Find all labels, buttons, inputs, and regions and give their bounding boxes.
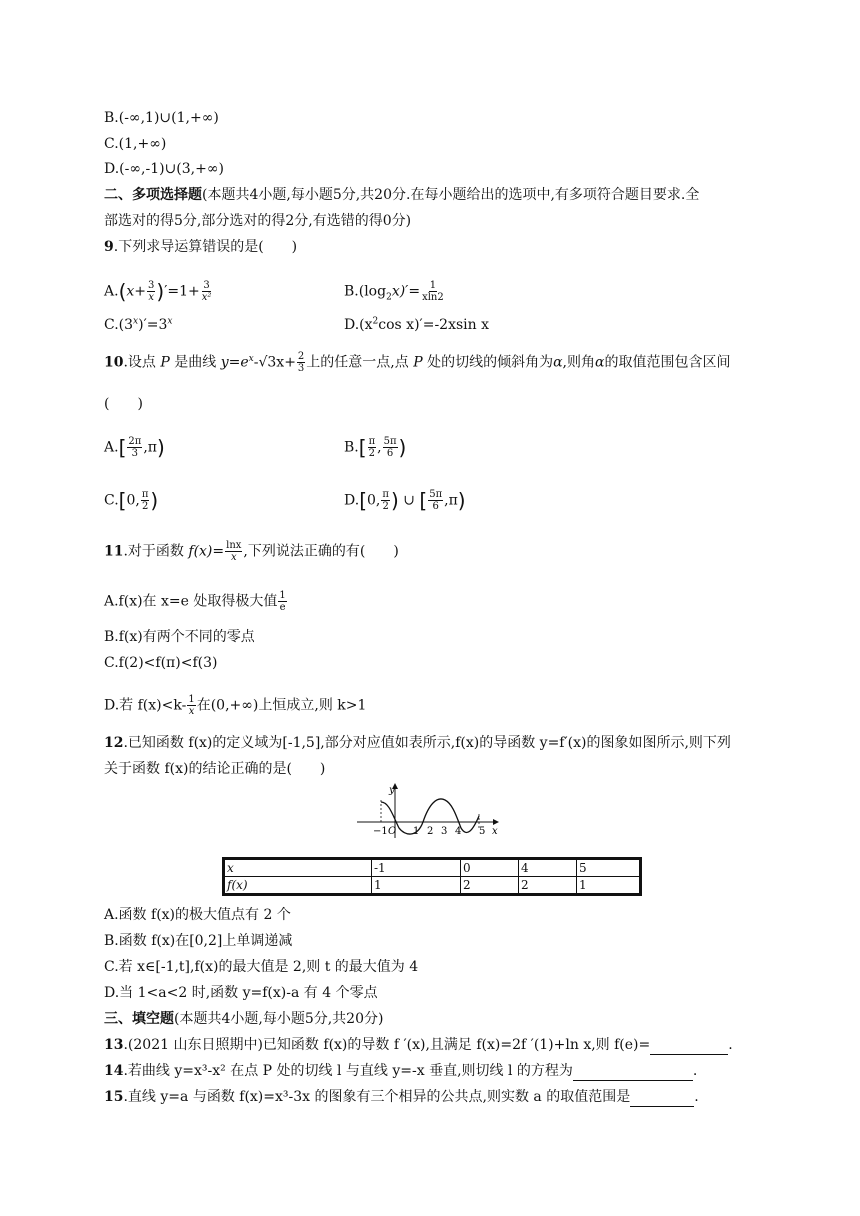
value-table <box>222 857 642 896</box>
section2-note-1: (本题共4小题,每小题5分,共20分.在每小题给出的选项中,有多项符合题目要求.全 <box>202 187 700 203</box>
q10-stem: 10.设点 P 是曲线 $y=e^x-√3x+$ $\frac{2}{3}$ 上的任意一点,点 P 处的切线的倾斜角为α,则角α的取值范围包含区间 <box>104 351 731 374</box>
q11-stem-frac: $\frac{\ln x}{x}$ <box>226 540 242 563</box>
x-axis-label: x <box>492 826 498 837</box>
q12-option-b: B.函数 f(x)在[0,2]上单调递减 <box>104 933 293 949</box>
q9-option-a: A.(x+ $\frac{3}{x}$ )′=1+ $\frac{3}{\text{x²}}$ $B.(\log_2x)'=$ $\frac{1}{xln2}$ <box>104 279 444 304</box>
q12-option-d: D.当 1<a<2 时,函数 y=f(x)-a 有 4 个零点 <box>104 985 378 1001</box>
q8-option-c: C.(1,+∞) <box>104 136 167 152</box>
q14-answer-blank[interactable] <box>573 1064 693 1081</box>
tick-label-3: 3 <box>441 826 448 837</box>
tick-label-1: 1 <box>413 826 420 837</box>
section2-title: 二、多项选择题 <box>104 187 202 203</box>
q15-answer-blank[interactable] <box>630 1090 694 1107</box>
q11-number: 11 <box>104 543 124 560</box>
q9-a-frac2: $\frac{3}{\text{x²}}$ <box>201 280 212 303</box>
q15-text: .直线 y=a 与函数 f(x)=x³-3x 的图象有三个相异的公共点,则实数 a 的取值范围是 <box>123 1089 631 1105</box>
q8-option-d: D.(-∞,-1)∪(3,+∞) <box>104 161 224 177</box>
table-cell: -1 <box>372 859 461 877</box>
tick-label-origin: O <box>388 826 397 837</box>
q8-option-b: B.(-∞,1)∪(1,+∞) <box>104 110 219 126</box>
q10-number: 10 <box>104 354 124 371</box>
q12-option-a: A.函数 f(x)的极大值点有 2 个 <box>104 907 291 923</box>
q9-option-b: $B.(\log_2x)'=$ $\frac{1}{xln2}$ <box>344 280 444 303</box>
table-cell: 2 <box>461 877 519 895</box>
tick-label-2: 2 <box>427 826 434 837</box>
y-axis-label: y <box>389 785 395 796</box>
q11-option-b: B.f(x)有两个不同的零点 <box>104 629 255 645</box>
table-cell: 1 <box>372 877 461 895</box>
q9-number: 9 <box>104 239 114 255</box>
q10-option-d: D.[0, $\frac{\pi}{2}$ ) ∪ [ $\frac{5\pi}{6}$ ,π) <box>344 488 466 513</box>
tick-label-5: 5 <box>479 826 486 837</box>
table-cell: 2 <box>519 877 577 895</box>
q10-stem-frac: $\frac{2}{3}$ <box>297 351 305 374</box>
q10-option-b: B.[ $\frac{\pi}{2}$ , $\frac{5\pi}{6}$ ) <box>344 435 407 460</box>
table-cell: 1 <box>577 877 641 895</box>
table-cell: 0 <box>461 859 519 877</box>
q12-option-c: C.若 x∈[-1,t],f(x)的最大值是 2,则 t 的最大值为 4 <box>104 959 419 975</box>
section3-heading <box>104 1009 383 1029</box>
q15: 15.直线 y=a 与函数 f(x)=x³-3x 的图象有三个相异的公共点,则实数 a 的取值范围是 . <box>104 1089 699 1105</box>
derivative-graph <box>355 778 505 840</box>
table-cell: 5 <box>577 859 641 877</box>
q9-stem-text: .下列求导运算错误的是( ) <box>113 239 298 255</box>
q14-text: .若曲线 y=x³-x² 在点 P 处的切线 l 与直线 y=-x 垂直,则切线 l 的方程为 <box>123 1063 573 1079</box>
q11-option-d: D.若 f(x)<k- $\frac{1}{x}$ 在(0,+∞)上恒成立,则 k>1 <box>104 694 367 717</box>
q9-a-frac1: $\frac{3}{x}$ <box>148 280 155 303</box>
section2-heading <box>104 185 699 205</box>
q13-number: 13 <box>104 1037 124 1053</box>
q10-option-a: A.[ $\frac{2\pi}{3}$ ,π) B.[ $\frac{\pi}{2}$ , $\frac{5\pi}{6}$ ) <box>104 435 407 460</box>
q14-number: 14 <box>104 1063 124 1079</box>
section3-title: 三、填空题 <box>104 1011 174 1027</box>
section3-note: (本题共4小题,每小题5分,共20分) <box>174 1011 384 1027</box>
q11-option-a: A.f(x)在 x=e 处取得极大值 $\frac{1}{e}$ <box>104 590 286 613</box>
q9-option-d: $D.(x^2\cos$ x)′=-2xsin x <box>344 316 490 333</box>
q10-option-c: C.[0, $\frac{\pi}{2}$ ) D.[0, $\frac{\pi}{2}$ ) ∪ [ $\frac{5\pi}{6}$ ,π) <box>104 488 466 513</box>
section2-note-2: 部选对的得5分,部分选对的得2分,有选错的得0分) <box>104 213 412 229</box>
q9-stem <box>104 237 297 257</box>
q11-stem: 11.对于函数 f(x)= $\frac{\ln x}{x}$ ,下列说法正确的有( ) <box>104 540 399 563</box>
table-cell: f(x) <box>224 877 372 895</box>
q12-stem-2: 关于函数 f(x)的结论正确的是( ) <box>104 761 326 777</box>
q9-a-label: A. <box>104 283 119 300</box>
q13-text: .(2021 山东日照期中)已知函数 f(x)的导数 f ′(x),且满足 f(x)=2f ′(1)+ln x,则 f(e)= <box>123 1037 651 1053</box>
table-row <box>224 877 641 895</box>
q9-option-c: $C.(3^x)'=3^x$ $D.(x^2\cos$ x)′=-2xsin x <box>104 316 490 333</box>
table-cell: x <box>224 859 372 877</box>
q12-number: 12 <box>104 735 124 751</box>
q13: 13.(2021 山东日照期中)已知函数 f(x)的导数 f ′(x),且满足 f(x)=2f ′(1)+ln x,则 f(e)= . <box>104 1037 733 1053</box>
q10-paren: ( ) <box>104 396 143 412</box>
q12-stem-1: 12.已知函数 f(x)的定义域为[-1,5],部分对应值如表所示,f(x)的导函数 y=f′(x)的图象如图所示,则下列 <box>104 735 731 751</box>
q15-number: 15 <box>104 1089 124 1105</box>
tick-label-4: 4 <box>455 826 462 837</box>
q14: 14.若曲线 y=x³-x² 在点 P 处的切线 l 与直线 y=-x 垂直,则切线 l 的方程为 . <box>104 1063 698 1079</box>
table-row <box>224 859 641 877</box>
q13-answer-blank[interactable] <box>650 1038 728 1055</box>
tick-label-neg1: −1 <box>373 826 388 837</box>
q11-option-c: C.f(2)<f(π)<f(3) <box>104 655 218 671</box>
table-cell: 4 <box>519 859 577 877</box>
q9-b-frac: $\frac{1}{xln2}$ <box>422 280 444 303</box>
